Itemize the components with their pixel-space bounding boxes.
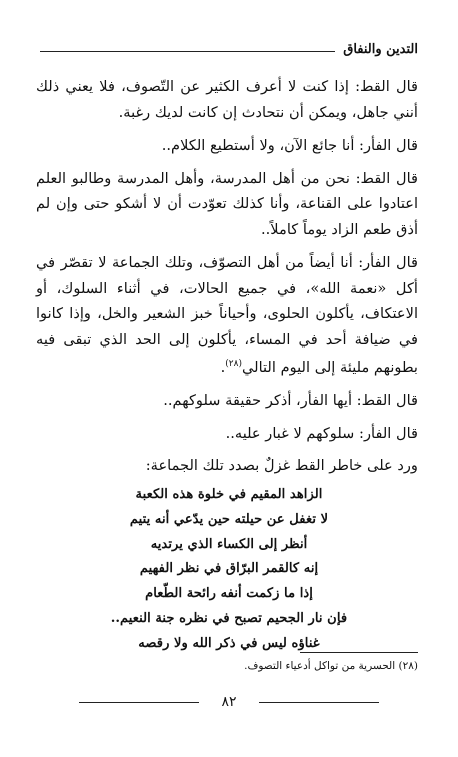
- running-header-rule: [40, 51, 335, 52]
- paragraph: قال الفأر: أنا جائع الآن، ولا أستطيع الكلام..: [161, 137, 418, 154]
- body-text: [36, 74, 418, 486]
- paragraph: قال القط: أيها الفأر، أذكر حقيقة سلوكهم..: [163, 392, 418, 410]
- paragraph: قال القط: نحن من أهل المدرسة، وأهل المدرسة وطالبو العلم اعتادوا على القناعة، وأنا كذلك تعوّدت أن لا أشكو حتى وإن لم أذق طعم الزاد يوماً كاملاً..: [36, 169, 418, 238]
- poem-line: الزاهد المقيم في خلوة هذه الكعبة: [135, 487, 323, 502]
- footnote-rule: [300, 652, 418, 653]
- page-number: ٨٢: [221, 694, 237, 710]
- footnote-text: الحسرية من تواكل أدعياء التصوف.: [244, 660, 396, 672]
- paragraph-text: قال الفأر: أنا أيضاً من أهل التصوّف، وتلك الجماعة لا تقصّر في أكل «نعمة الله»، في جميع الحالات، في أثناء السلوك، أو الاعتكاف، يأكلون الحلوى، وأحياناً خبز الشعير والخل، وإذا كانوا في ضيافة أحد في المساء، يأكلون إلى الحد الذي تبقى فيه بطونهم مليئة إلى اليوم التالي: [36, 254, 418, 376]
- paragraph: قال الفأر: أنا أيضاً من أهل التصوّف، وتلك الجماعة لا تقصّر في أكل «نعمة الله»، في جميع الحالات، في أثناء السلوك، أو الاعتكاف، يأكلون الحلوى، وأحياناً خبز الشعير والخل، وإذا كانوا في ضيافة أحد في المساء، يأكلون إلى الحد الذي تبقى فيه بطونهم مليئة إلى اليوم التالي$^{(٢٨)}$.: [36, 254, 418, 376]
- paragraph: قال القط: إذا كنت لا أعرف الكثير عن التّصوف، فلا يعني ذلك أنني جاهل، ويمكن أن نتحادث إن كانت لديك رغبة.: [36, 78, 418, 121]
- footnote-marker: (٢٨): [398, 660, 418, 672]
- poem: [80, 483, 378, 657]
- footnote-reference: (٢٨): [225, 359, 242, 369]
- footer-rule-right: [259, 702, 379, 703]
- poem-line: غناؤه ليس في ذكر الله ولا رقصه: [138, 635, 320, 651]
- paragraph: ورد على خاطر القط غزلٌ بصدد تلك الجماعة:: [145, 457, 418, 475]
- footnote: [40, 658, 418, 674]
- poem-line: أنظر إلى الكساء الذي يرتديه: [150, 536, 308, 552]
- poem-line: لا تغفل عن حيلته حين يدّعي أنه يتيم: [129, 511, 329, 527]
- running-header-title: التدين والنفاق: [343, 41, 418, 57]
- running-header: [40, 38, 418, 60]
- poem-line: فإن نار الجحيم تصبح في نظره جنة النعيم..: [110, 610, 348, 626]
- page-footer: [40, 692, 418, 712]
- footer-rule-left: [79, 702, 199, 703]
- poem-line: إذا ما زكمت أنفه رائحة الطّعام: [145, 586, 313, 602]
- paragraph: قال الفأر: سلوكهم لا غبار عليه..: [225, 424, 418, 442]
- poem-line: إنه كالقمر البرّاق في نظر الفهيم: [139, 561, 319, 577]
